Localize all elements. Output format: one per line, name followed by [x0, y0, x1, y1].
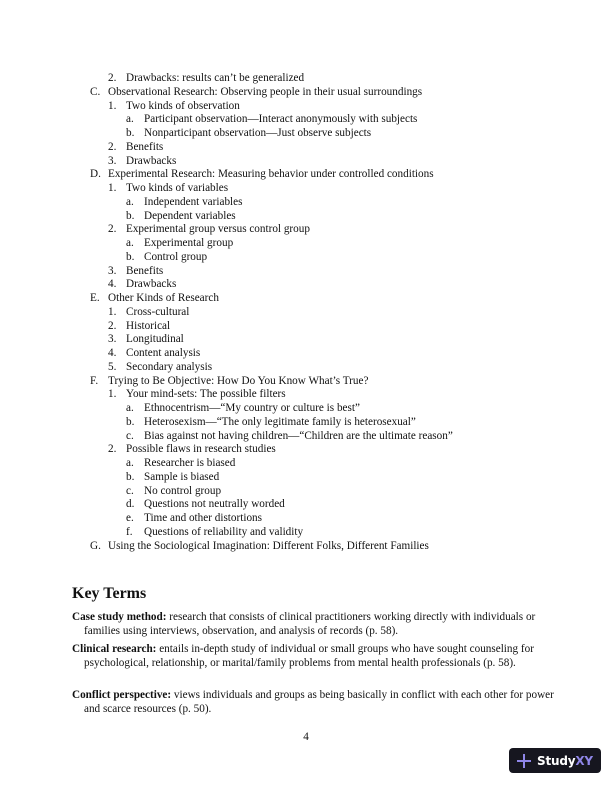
outline-marker: D. [90, 168, 101, 181]
outline-marker: G. [90, 539, 101, 552]
key-term-definition: research that consists of clinical practitioners working directly with individuals or families using interviews, observation, and analysis of records (p. 58). [84, 611, 536, 637]
outline-marker: 1. [108, 182, 117, 194]
key-term-entry [72, 611, 564, 639]
outline-text: Other Kinds of Research [108, 292, 219, 304]
outline-text: Cross-cultural [126, 305, 190, 318]
outline-text: Nonparticipant observation—Just observe subjects [144, 127, 372, 139]
key-term-name: Clinical research: [72, 643, 157, 655]
outline-marker: b. [126, 415, 135, 428]
outline-marker: b. [126, 127, 135, 139]
outline-text: Drawbacks: results can’t be generalized [126, 72, 305, 84]
outline-marker: 3. [108, 154, 117, 167]
key-term-name: Conflict perspective: [72, 689, 172, 701]
outline-text: Time and other distortions [144, 512, 262, 524]
outline-marker: d. [126, 498, 135, 511]
outline-text: Longitudinal [126, 333, 184, 346]
outline-marker: 1. [108, 99, 117, 112]
outline-marker: 2. [108, 223, 117, 236]
outline-text: No control group [144, 484, 222, 497]
outline-marker: C. [90, 85, 101, 98]
outline-text: Secondary analysis [126, 360, 213, 373]
key-term-name: Case study method: [72, 611, 167, 623]
outline-text: Historical [126, 319, 171, 332]
outline-marker: b. [126, 470, 135, 483]
outline-text: Observational Research: Observing people in their usual surroundings [108, 85, 423, 98]
outline-text: Two kinds of variables [126, 182, 229, 194]
outline-marker: 1. [108, 388, 117, 401]
outline-marker: 2. [108, 140, 117, 153]
outline-text: Sample is biased [144, 470, 220, 483]
key-term-definition: views individuals and groups as being basically in conflict with each other for power and scarce resources (p. 50). [84, 689, 554, 715]
plus-icon [517, 754, 531, 768]
outline-text: Dependent variables [144, 209, 236, 222]
outline-text: Questions not neutrally worded [144, 498, 285, 511]
outline-text: Experimental group versus control group [126, 223, 310, 236]
outline-marker: a. [126, 237, 134, 249]
outline-marker: 2. [108, 72, 117, 84]
outline-marker: 3. [108, 333, 117, 346]
brand-name [537, 754, 593, 768]
outline-text: Benefits [126, 264, 164, 277]
outline-text: Independent variables [144, 195, 243, 208]
outline-marker: 3. [108, 264, 117, 277]
brand-main: Study [537, 753, 576, 768]
outline-text: Drawbacks [126, 154, 177, 167]
outline-marker: a. [126, 402, 134, 414]
outline-text: Heterosexism—“The only legitimate family is heterosexual” [144, 415, 416, 428]
outline-text: Researcher is biased [144, 457, 236, 469]
outline-text: Questions of reliability and validity [144, 525, 304, 538]
outline-text: Trying to Be Objective: How Do You Know What’s True? [108, 374, 369, 387]
outline-marker: b. [126, 209, 135, 222]
outline-text: Ethnocentrism—“My country or culture is best” [144, 402, 360, 414]
outline-marker: 5. [108, 360, 117, 373]
studyxy-badge[interactable] [509, 748, 601, 773]
outline-marker: a. [126, 457, 134, 469]
outline-text: Possible flaws in research studies [126, 443, 276, 456]
key-term-entry [72, 643, 564, 671]
outline-marker: 2. [108, 443, 117, 456]
outline-marker: e. [126, 512, 134, 524]
outline-text: Two kinds of observation [126, 99, 240, 112]
outline-text: Participant observation—Interact anonymously with subjects [144, 113, 418, 126]
outline-marker: 1. [108, 305, 117, 318]
outline-text: Benefits [126, 140, 164, 153]
outline-marker: F. [90, 374, 99, 387]
brand-accent: XY [575, 753, 593, 768]
outline-marker: c. [126, 429, 134, 442]
outline-text: Using the Sociological Imagination: Different Folks, Different Families [108, 539, 429, 552]
outline-marker: b. [126, 250, 135, 263]
page-number: 4 [303, 731, 309, 743]
outline-marker: 2. [108, 319, 117, 332]
key-term-entry [72, 689, 564, 717]
outline-marker: a. [126, 113, 134, 126]
outline-marker: 4. [108, 347, 117, 359]
outline-text: Your mind-sets: The possible filters [126, 388, 286, 401]
outline-marker: E. [90, 292, 100, 304]
outline-marker: c. [126, 484, 134, 497]
outline-text: Control group [144, 250, 208, 263]
outline-text: Bias against not having children—“Children are the ultimate reason” [144, 429, 453, 442]
outline-marker: 4. [108, 278, 117, 291]
outline-marker: a. [126, 195, 134, 208]
key-terms-heading: Key Terms [72, 585, 147, 602]
outline-text: Experimental group [144, 237, 234, 249]
outline-text: Experimental Research: Measuring behavior under controlled conditions [108, 168, 434, 181]
outline-text: Drawbacks [126, 278, 177, 291]
outline-marker: f. [126, 525, 133, 538]
key-term-definition: entails in-depth study of individual or small groups who have sought counseling for psychological, relationship, or marital/family problems from mental health professionals (p. 58). [84, 643, 534, 669]
outline-text: Content analysis [126, 347, 201, 359]
